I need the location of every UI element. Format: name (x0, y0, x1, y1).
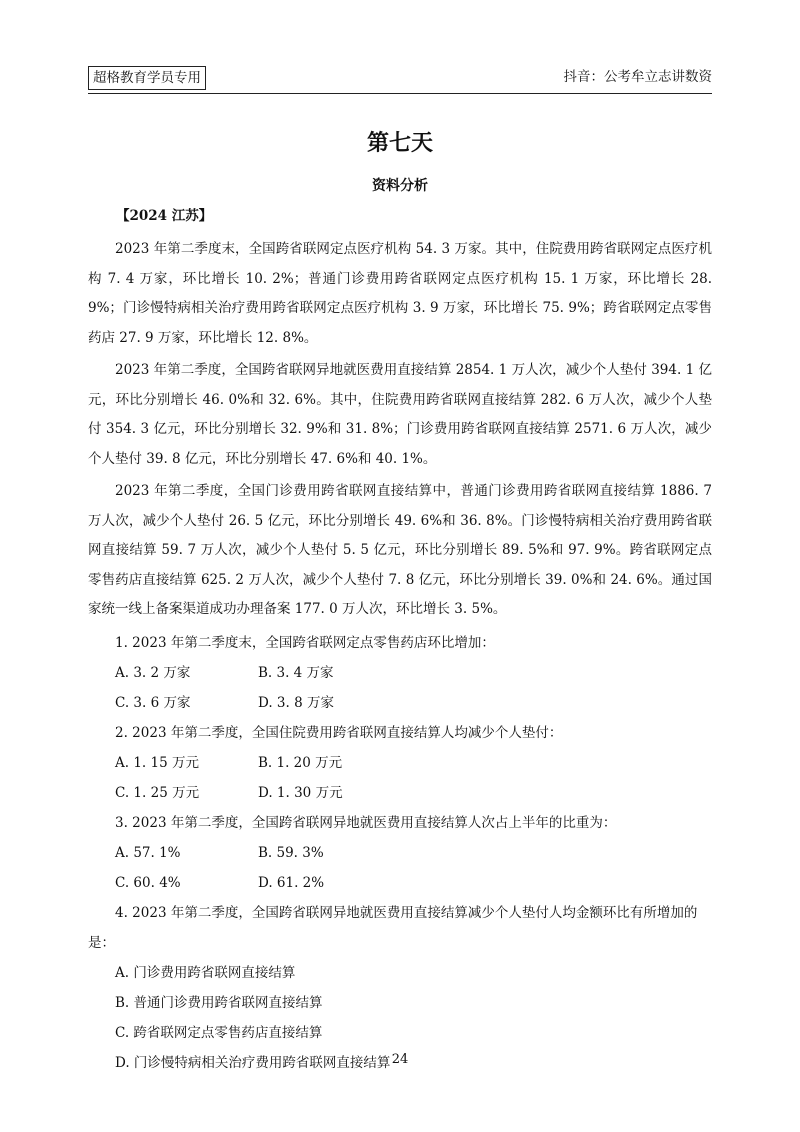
question-4-option-b[interactable]: B. 普通门诊费用跨省联网直接结算 (115, 994, 323, 1011)
header-divider (88, 93, 712, 94)
question-2-options-row-2 (88, 778, 712, 808)
question-4-text: 4. 2023 年第二季度，全国跨省联网异地就医费用直接结算减少个人垫付人均金额环比有所增加的是： (88, 904, 698, 951)
question-1-option-b[interactable]: B. 3. 4 万家 (258, 664, 334, 681)
page-number: 24 (391, 1052, 409, 1067)
header-left-label: 超格教育学员专用 (88, 66, 206, 90)
question-3-option-c[interactable]: C. 60. 4% (115, 874, 181, 891)
question-1-option-c[interactable]: C. 3. 6 万家 (115, 694, 191, 711)
question-4-option-c[interactable]: C. 跨省联网定点零售药店直接结算 (115, 1024, 323, 1041)
question-1-option-d[interactable]: D. 3. 8 万家 (258, 694, 334, 711)
material-paragraph-2: 2023 年第二季度，全国跨省联网异地就医费用直接结算 2854. 1 万人次，减少个人垫付 394. 1 亿元，环比分别增长 46. 0%和 32. 6%。其中，住院费用跨省联网直接结算 282. 6 万人次，减少个人垫付 354. 3 亿元，环比分别增长 32. 9%和 31. 8%；门诊费用跨省联网直接结算 2571. 6 万人次，减少个人垫付 39. 8 亿元，环比分别增长 47. 6%和 40. 1%。 (88, 362, 712, 467)
question-3 (88, 808, 712, 898)
header-right-label: 抖音：公考牟立志讲数资 (563, 69, 712, 85)
question-1-text: 1. 2023 年第二季度末，全国跨省联网定点零售药店环比增加： (115, 634, 495, 651)
document-body (88, 201, 712, 1078)
question-2-option-a[interactable]: A. 1. 15 万元 (115, 754, 199, 771)
question-3-text: 3. 2023 年第二季度，全国跨省联网异地就医费用直接结算人次占上半年的比重为： (115, 814, 617, 831)
question-1-option-a[interactable]: A. 3. 2 万家 (115, 664, 191, 681)
question-3-options-row-2 (88, 868, 712, 898)
question-2-option-d[interactable]: D. 1. 30 万元 (258, 784, 343, 801)
section-subtitle: 资料分析 (372, 178, 428, 194)
question-4-option-a[interactable]: A. 门诊费用跨省联网直接结算 (115, 964, 296, 981)
question-2-options-row-1 (88, 748, 712, 778)
question-1 (88, 628, 712, 718)
question-2-text: 2. 2023 年第二季度，全国住院费用跨省联网直接结算人均减少个人垫付： (115, 724, 563, 741)
material-paragraph-1: 2023 年第二季度末，全国跨省联网定点医疗机构 54. 3 万家。其中，住院费用跨省联网定点医疗机构 7. 4 万家，环比增长 10. 2%；普通门诊费用跨省联网定点医疗机构 15. 1 万家，环比增长 28. 9%；门诊慢特病相关治疗费用跨省联网定点医疗机构 3. 9 万家，环比增长 75. 9%；跨省联网定点零售药店 27. 9 万家，环比增长 12. 8%。 (88, 241, 712, 346)
question-3-option-d[interactable]: D. 61. 2% (258, 874, 325, 891)
question-3-options-row-1 (88, 838, 712, 868)
material-paragraph-3: 2023 年第二季度，全国门诊费用跨省联网直接结算中，普通门诊费用跨省联网直接结算 1886. 7 万人次，减少个人垫付 26. 5 亿元，环比分别增长 49. 6%和 36. 8%。门诊慢特病相关治疗费用跨省联网直接结算 59. 7 万人次，减少个人垫付 5. 5 亿元，环比分别增长 89. 5%和 97. 9%。跨省联网定点零售药店直接结算 625. 2 万人次，减少个人垫付 7. 8 亿元，环比分别增长 39. 0%和 24. 6%。通过国家统一线上备案渠道成功办理备案 177. 0 万人次，环比增长 3. 5%。 (88, 483, 712, 617)
question-1-options-row-2 (88, 688, 712, 718)
question-2-option-c[interactable]: C. 1. 25 万元 (115, 784, 200, 801)
question-4 (88, 898, 712, 1078)
question-3-option-a[interactable]: A. 57. 1% (115, 844, 181, 861)
question-2 (88, 718, 712, 808)
source-tag: 【2024 江苏】 (116, 208, 213, 224)
question-3-option-b[interactable]: B. 59. 3% (258, 844, 324, 861)
question-1-options-row-1 (88, 658, 712, 688)
page-title: 第七天 (366, 130, 433, 156)
question-4-option-d[interactable]: D. 门诊慢特病相关治疗费用跨省联网直接结算 (115, 1054, 391, 1071)
question-2-option-b[interactable]: B. 1. 20 万元 (258, 754, 343, 771)
